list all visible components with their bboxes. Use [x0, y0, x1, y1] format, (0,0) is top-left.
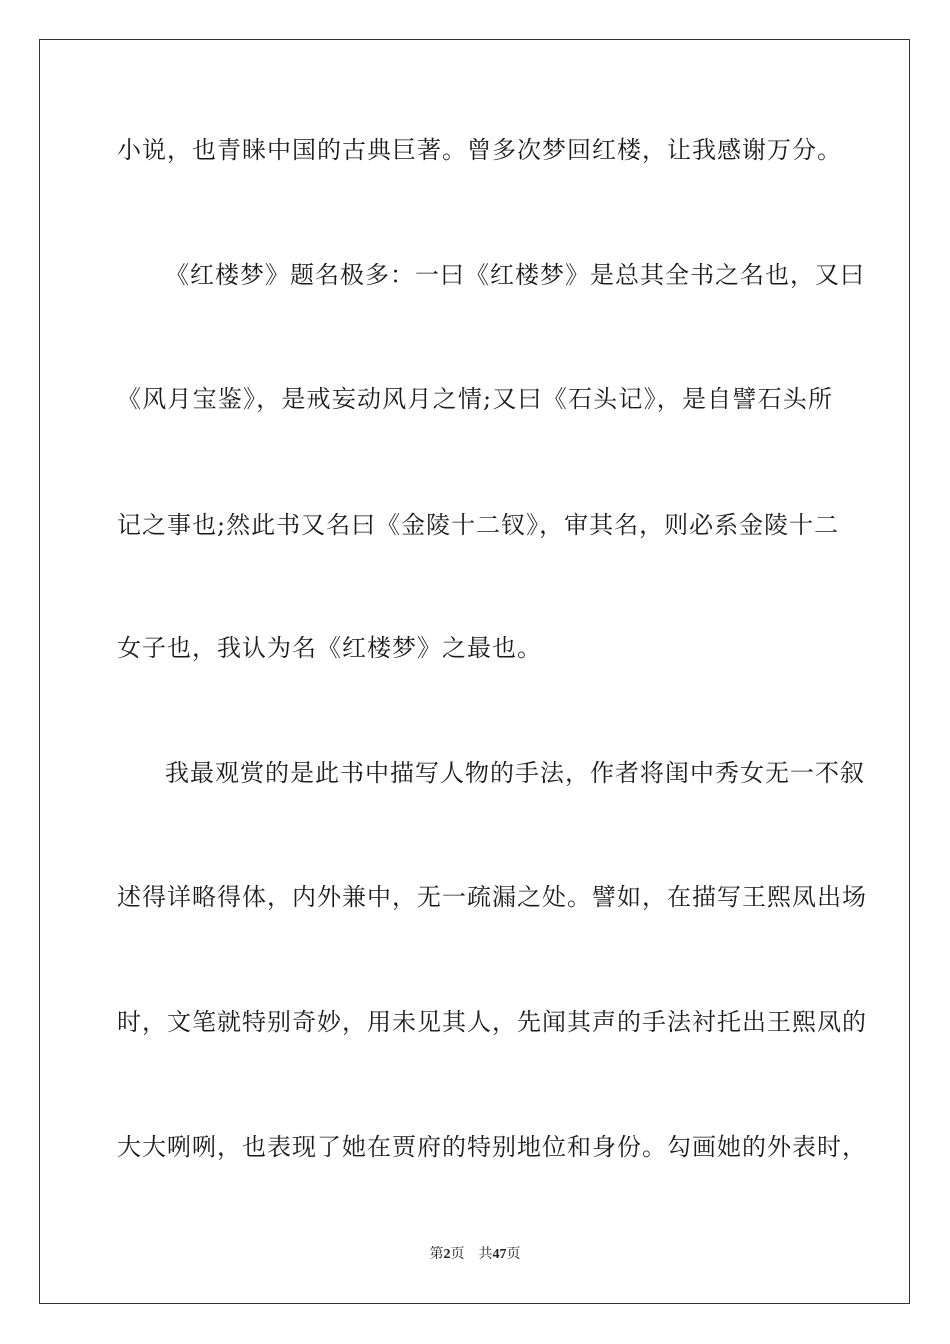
text-line-5: 女子也，我认为名《红楼梦》之最也。 — [117, 634, 542, 662]
text-line-7: 述得详略得体，内外兼中，无一疏漏之处。譬如，在描写王熙凤出场 — [117, 883, 867, 911]
total-pages: 47 — [492, 1247, 507, 1262]
page-suffix: 页 — [450, 1247, 465, 1262]
text-line-4: 记之事也;然此书又名曰《金陵十二钗》，审其名，则必系金陵十二 — [117, 511, 840, 539]
text-line-6: 我最观赏的是此书中描写人物的手法，作者将闺中秀女无一不叙 — [165, 759, 865, 787]
page-border — [39, 39, 910, 1304]
text-line-1: 小说，也青睐中国的古典巨著。曾多次梦回红楼，让我感谢万分。 — [117, 136, 842, 164]
text-line-2: 《红楼梦》题名极多：一曰《红楼梦》是总其全书之名也，又曰 — [165, 261, 865, 289]
text-line-3: 《风月宝鉴》，是戒妄动风月之情;又曰《石头记》，是自譬石头所 — [117, 385, 833, 413]
page-prefix: 第 — [429, 1247, 444, 1262]
total-prefix: 共 — [478, 1247, 493, 1262]
text-line-8: 时，文笔就特别奇妙，用未见其人，先闻其声的手法衬托出王熙凤的 — [117, 1008, 867, 1036]
total-suffix: 页 — [506, 1247, 521, 1262]
page-number: 2 — [443, 1247, 451, 1262]
page-footer — [0, 1245, 950, 1265]
text-line-9: 大大咧咧，也表现了她在贾府的特别地位和身份。勾画她的外表时， — [117, 1133, 867, 1161]
